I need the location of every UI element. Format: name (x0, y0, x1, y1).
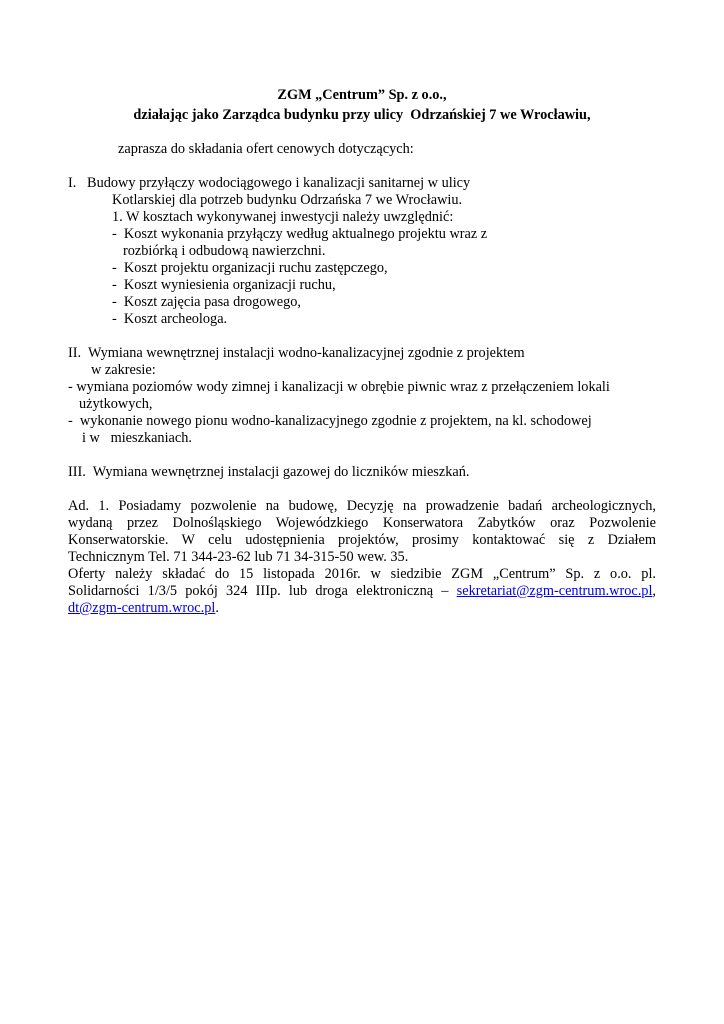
administrator-heading: działając jako Zarządca budynku przy ulicy Odrzańskiej 7 we Wrocławiu, (133, 107, 591, 123)
email-link-technical[interactable]: dt@zgm-centrum.wroc.pl (68, 600, 216, 616)
section-1-item-2: - Koszt projektu organizacji ruchu zastępczego, (112, 260, 388, 276)
section-2-item-2-cont: i w mieszkaniach. (82, 430, 192, 446)
intro-text: zaprasza do składania ofert cenowych dotyczących: (118, 141, 414, 157)
section-1-title-cont: Kotlarskiej dla potrzeb budynku Odrzańska 7 we Wrocławiu. (112, 192, 463, 208)
section-1-item-4: - Koszt zajęcia pasa drogowego, (112, 294, 301, 310)
offer-line-2 (68, 583, 656, 600)
offer-line-1: Oferty należy składać do 15 listopada 2016r. w siedzibie ZGM „Centrum” Sp. z o.o. pl. (68, 566, 656, 582)
section-2-item-1: - wymiana poziomów wody zimnej i kanalizacji w obrębie piwnic wraz z przełączeniem lokali (68, 379, 610, 395)
section-1-item-3: - Koszt wyniesienia organizacji ruchu, (112, 277, 336, 293)
final-period: . (215, 600, 219, 616)
section-2-title: II. Wymiana wewnętrznej instalacji wodno-kanalizacyjnej zgodnie z projektem (68, 345, 525, 361)
offer-line-2-text: Solidarności 1/3/5 pokój 324 IIIp. lub droga elektroniczną – (68, 583, 457, 599)
section-2-title-cont: w zakresie: (91, 362, 156, 378)
comma-separator: , (652, 583, 656, 599)
section-1-item-1-cont: rozbiórką i odbudową nawierzchni. (123, 243, 326, 259)
section-1-item-1: - Koszt wykonania przyłączy według aktualnego projektu wraz z (112, 226, 488, 242)
note-line-3: Konserwatorskie. W celu udostępnienia projektów, prosimy kontaktować się z Działem (68, 532, 656, 548)
note-line-2: wydaną przez Dolnośląskiego Wojewódzkiego Konserwatora Zabytków oraz Pozwolenie (68, 515, 656, 531)
offer-line-3 (68, 600, 219, 617)
section-1-item-5: - Koszt archeologa. (112, 311, 228, 327)
note-line-4: Technicznym Tel. 71 344-23-62 lub 71 34-315-50 wew. 35. (68, 549, 409, 565)
section-1-costs-intro: 1. W kosztach wykonywanej inwestycji należy uwzględnić: (112, 209, 454, 225)
company-name-heading: ZGM „Centrum” Sp. z o.o., (277, 87, 447, 103)
email-link-secretariat[interactable]: sekretariat@zgm-centrum.wroc.pl (456, 583, 653, 599)
note-line-1: Ad. 1. Posiadamy pozwolenie na budowę, Decyzję na prowadzenie badań archeologicznych, (68, 498, 656, 514)
section-2-item-2: - wykonanie nowego pionu wodno-kanalizacyjnego zgodnie z projektem, na kl. schodowej (68, 413, 592, 429)
section-1-title: I. Budowy przyłączy wodociągowego i kanalizacji sanitarnej w ulicy (68, 175, 471, 191)
section-2-item-1-cont: użytkowych, (79, 396, 153, 412)
section-3-title: III. Wymiana wewnętrznej instalacji gazowej do liczników mieszkań. (68, 464, 470, 480)
